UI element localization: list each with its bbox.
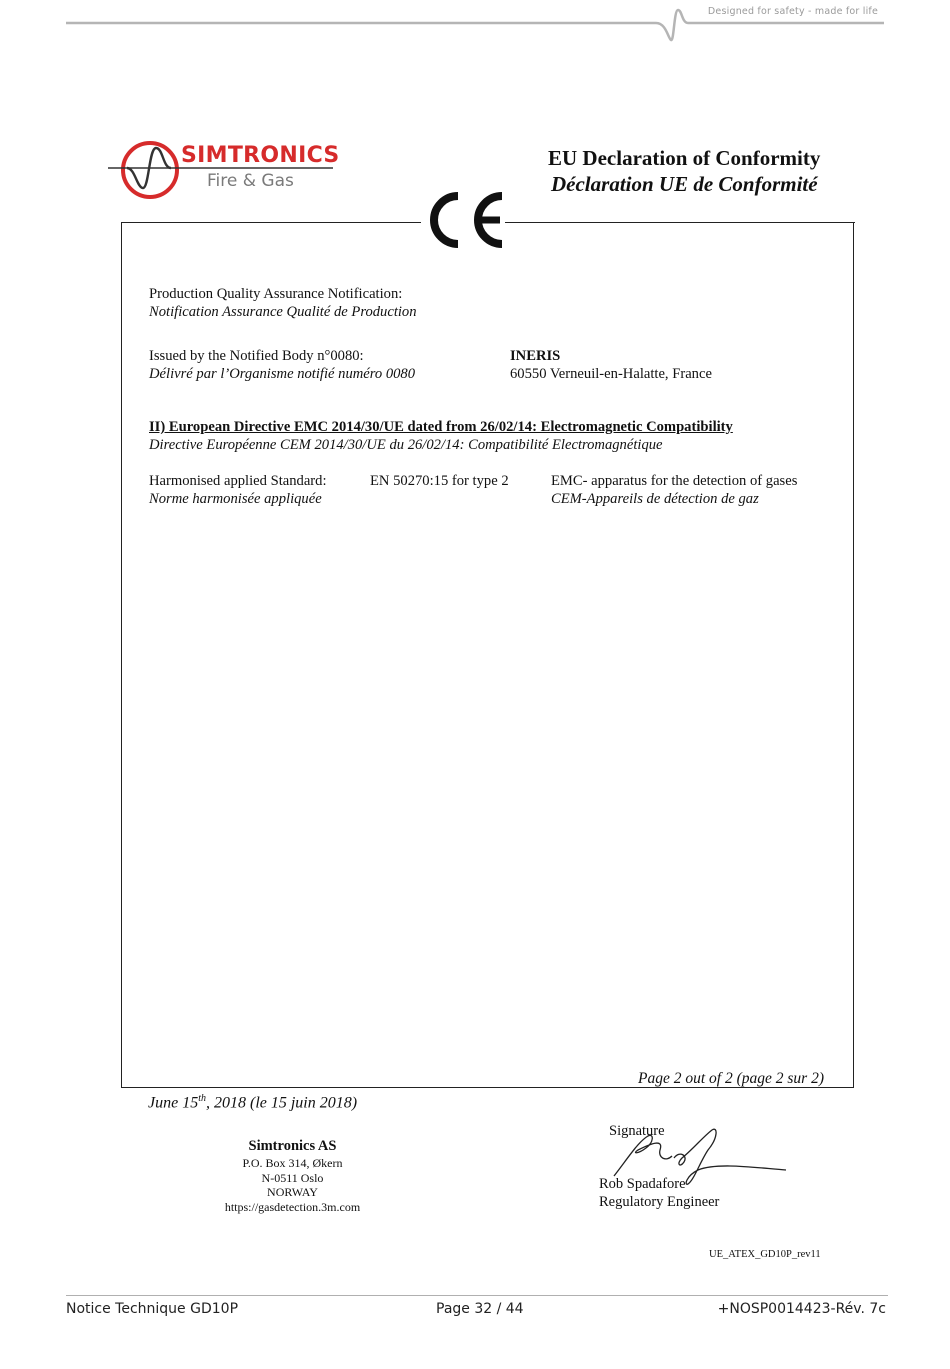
- company-line: N-0511 Oslo: [261, 1170, 324, 1185]
- footer-rule: [66, 1295, 888, 1296]
- document-reference: UE_ATEX_GD10P_rev11: [709, 1249, 821, 1260]
- date-prefix: June 15: [148, 1094, 199, 1112]
- standard-desc-en: EMC- apparatus for the detection of gases: [551, 473, 798, 489]
- frame-top-right-line: [505, 222, 855, 223]
- notified-body-name: INERIS: [510, 348, 561, 364]
- signature-caption: Signature: [609, 1123, 665, 1139]
- company-line: NORWAY: [267, 1185, 318, 1199]
- company-line: P.O. Box 314, Økern: [242, 1156, 343, 1170]
- footer-page-number: Page 32 / 44: [436, 1301, 524, 1317]
- date-rest: , 2018 (le 15 juin 2018): [205, 1094, 358, 1112]
- footer-right: +NOSP0014423-Rév. 7c: [717, 1301, 886, 1317]
- signer-title: Regulatory Engineer: [599, 1194, 720, 1210]
- company-url: https://gasdetection.3m.com: [224, 1199, 361, 1214]
- title-french: Déclaration UE de Conformité: [551, 172, 818, 196]
- standard-label-en: Harmonised applied Standard:: [149, 473, 327, 489]
- header-tagline: Designed for safety - made for life: [707, 6, 878, 17]
- footer-left: Notice Technique GD10P: [66, 1301, 239, 1317]
- standard-desc-fr: CEM-Appareils de détection de gaz: [551, 491, 759, 507]
- directive-heading-en: II) European Directive EMC 2014/30/UE dated from 26/02/14: Electromagnetic Compatibility: [149, 419, 733, 435]
- notified-body-address: 60550 Verneuil-en-Halatte, France: [510, 366, 712, 382]
- standard-value: EN 50270:15 for type 2: [370, 473, 509, 489]
- company-name: Simtronics AS: [248, 1138, 337, 1154]
- notified-body-label-fr: Délivré par l’Organisme notifié numéro 0080: [149, 366, 416, 382]
- pqa-label-fr: Notification Assurance Qualité de Production: [149, 304, 417, 320]
- logo-subtitle: Fire & Gas: [207, 171, 294, 191]
- frame-top-left-line: [121, 222, 421, 223]
- standard-label-fr: Norme harmonisée appliquée: [149, 491, 322, 507]
- notified-body-label-en: Issued by the Notified Body n°0080:: [149, 348, 364, 364]
- page-note: Page 2 out of 2 (page 2 sur 2): [638, 1070, 824, 1087]
- signer-name: Rob Spadafore: [599, 1176, 686, 1192]
- date-suffix-sup: th: [198, 1093, 206, 1104]
- directive-heading-fr: Directive Européenne CEM 2014/30/UE du 26/02/14: Compatibilité Electromagnétique: [149, 437, 663, 453]
- logo-name: SIMTRONICS: [181, 143, 340, 168]
- declaration-date: [148, 1093, 357, 1112]
- title-english: EU Declaration of Conformity: [548, 146, 821, 170]
- ce-mark-icon: [418, 186, 508, 252]
- pqa-label-en: Production Quality Assurance Notification:: [149, 286, 403, 302]
